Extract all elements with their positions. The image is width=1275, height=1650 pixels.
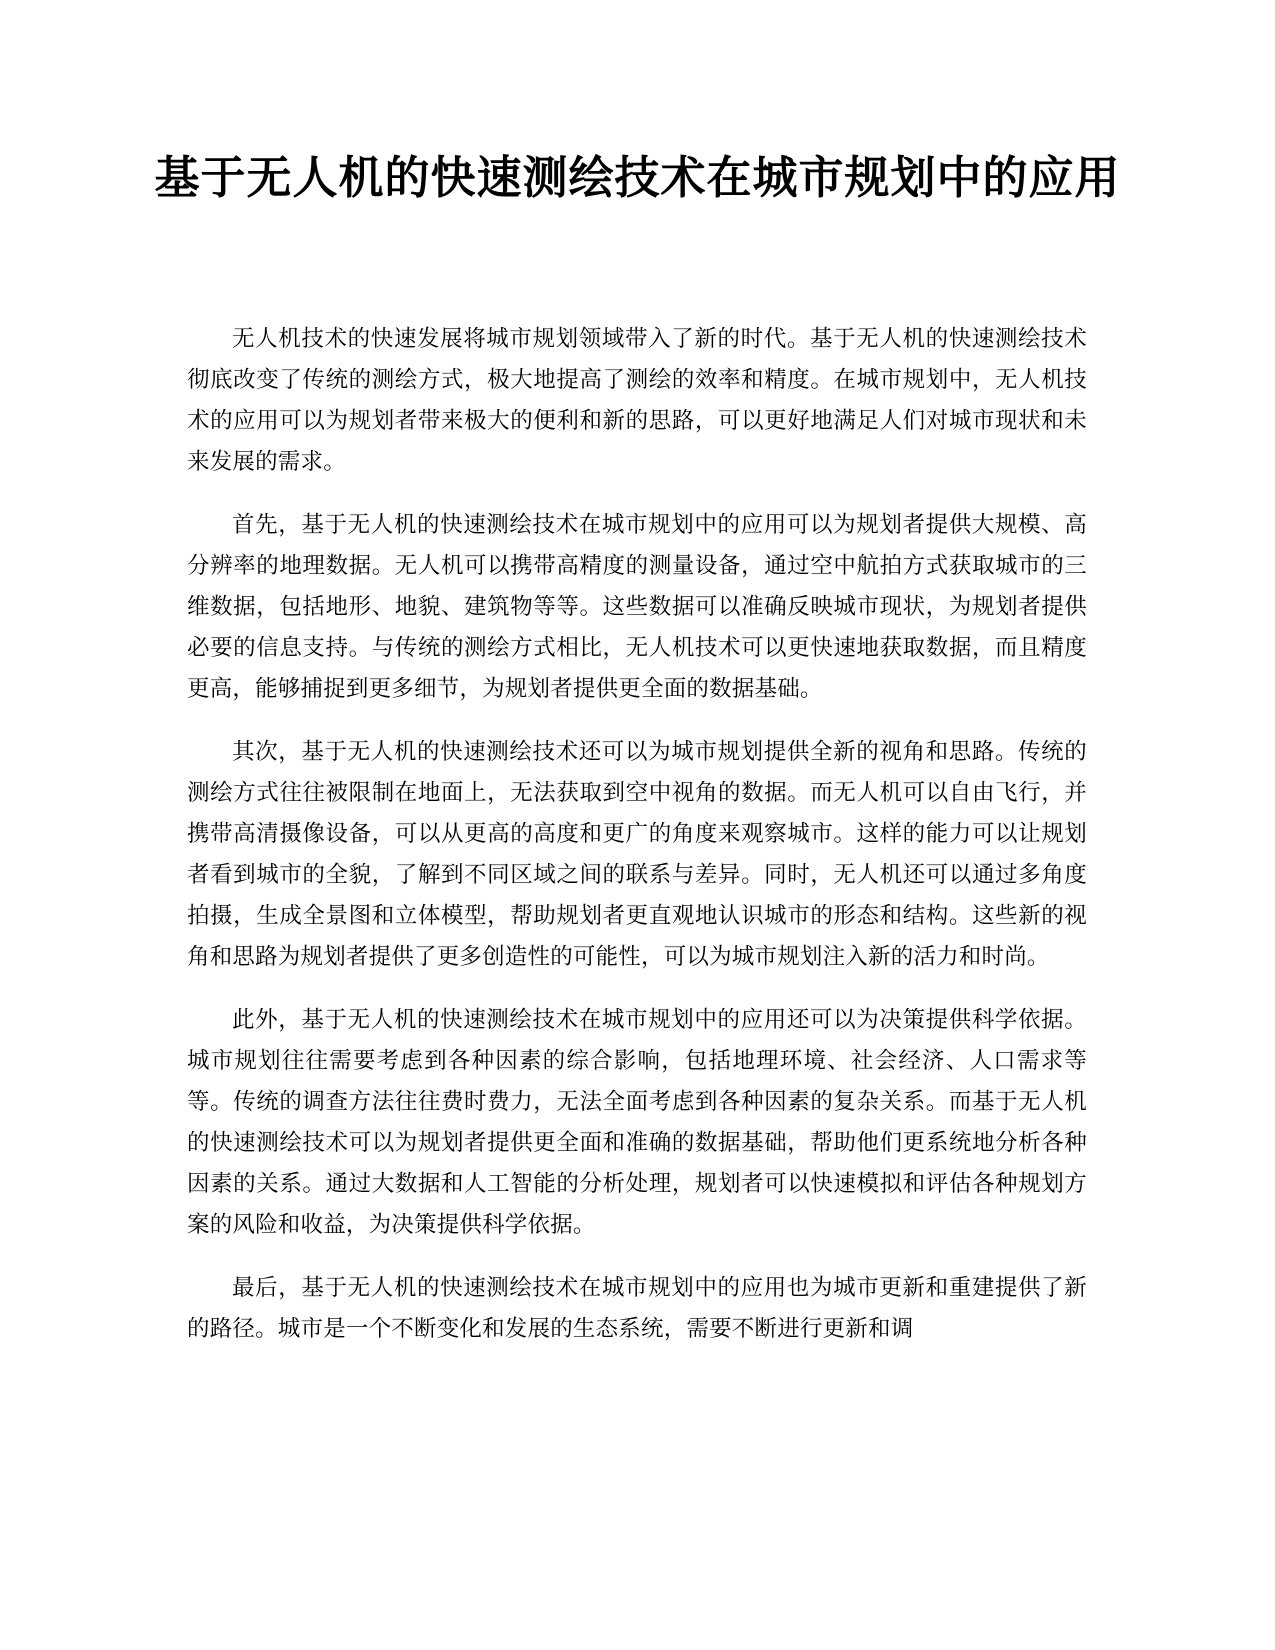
paragraph-2: 首先，基于无人机的快速测绘技术在城市规划中的应用可以为规划者提供大规模、高分辨率的地理数据。无人机可以携带高精度的测量设备，通过空中航拍方式获取城市的三维数据，包括地形、地貌、建筑物等等。这些数据可以准确反映城市现状，为规划者提供必要的信息支持。与传统的测绘方式相比，无人机技术可以更快速地获取数据，而且精度更高，能够捕捉到更多细节，为规划者提供更全面的数据基础。 [187,512,1087,702]
paragraph-5: 最后，基于无人机的快速测绘技术在城市规划中的应用也为城市更新和重建提供了新的路径。城市是一个不断变化和发展的生态系统，需要不断进行更新和调 [187,1275,1087,1342]
document-body [187,319,1087,1372]
paragraph-3: 其次，基于无人机的快速测绘技术还可以为城市规划提供全新的视角和思路。传统的测绘方式往往被限制在地面上，无法获取到空中视角的数据。而无人机可以自由飞行，并携带高清摄像设备，可以从更高的高度和更广的角度来观察城市。这样的能力可以让规划者看到城市的全貌，了解到不同区域之间的联系与差异。同时，无人机还可以通过多角度拍摄，生成全景图和立体模型，帮助规划者更直观地认识城市的形态和结构。这些新的视角和思路为规划者提供了更多创造性的可能性，可以为城市规划注入新的活力和时尚。 [187,739,1087,970]
paragraph-1: 无人机技术的快速发展将城市规划领域带入了新的时代。基于无人机的快速测绘技术彻底改变了传统的测绘方式，极大地提高了测绘的效率和精度。在城市规划中，无人机技术的应用可以为规划者带来极大的便利和新的思路，可以更好地满足人们对城市现状和未来发展的需求。 [187,326,1087,475]
document-title: 基于无人机的快速测绘技术在城市规划中的应用 [154,151,1121,204]
paragraph-4: 此外，基于无人机的快速测绘技术在城市规划中的应用还可以为决策提供科学依据。城市规划往往需要考虑到各种因素的综合影响，包括地理环境、社会经济、人口需求等等。传统的调查方法往往费时费力，无法全面考虑到各种因素的复杂关系。而基于无人机的快速测绘技术可以为规划者提供更全面和准确的数据基础，帮助他们更系统地分析各种因素的关系。通过大数据和人工智能的分析处理，规划者可以快速模拟和评估各种规划方案的风险和收益，为决策提供科学依据。 [187,1007,1087,1238]
